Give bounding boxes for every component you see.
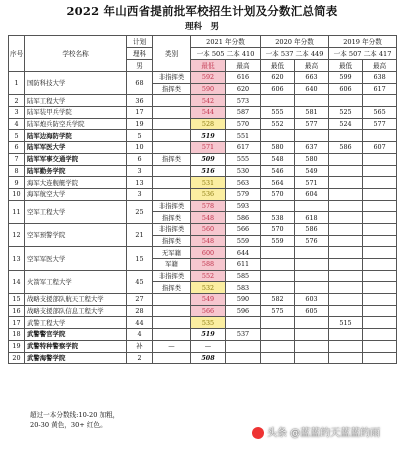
score-2019-max — [363, 329, 397, 341]
score-table — [8, 35, 397, 364]
score-2020-max: 580 — [295, 153, 329, 165]
score-2021-min: 509 — [191, 153, 226, 165]
page-title: 2022 年山西省提前批军校招生计划及分数汇总简表 — [66, 4, 338, 18]
row-number: 3 — [9, 107, 25, 119]
score-2021-max: 644 — [226, 247, 261, 259]
category-cell: 无军籍 — [153, 247, 191, 259]
school-name: 陆军军事交通学院 — [25, 153, 127, 165]
score-2020-max: 577 — [295, 118, 329, 130]
score-2019-max: 565 — [363, 107, 397, 119]
score-2019-min: 525 — [329, 107, 363, 119]
score-2019-max — [363, 188, 397, 200]
score-2020-max: 604 — [295, 188, 329, 200]
score-2019-max — [363, 340, 397, 352]
score-2020-min — [261, 352, 295, 364]
row-number: 6 — [9, 142, 25, 154]
score-2021-max: 586 — [226, 212, 261, 224]
row-number: 7 — [9, 153, 25, 165]
score-2020-min: 580 — [261, 142, 295, 154]
category-cell — [153, 294, 191, 306]
score-2020-max: 603 — [295, 294, 329, 306]
table-row — [9, 95, 397, 107]
score-2019-max: 577 — [363, 118, 397, 130]
score-2021-min: 508 — [191, 352, 226, 364]
category-cell — [153, 107, 191, 119]
score-2021-min: 535 — [191, 317, 226, 329]
header-2019-line: 一本 507 二本 417 — [329, 48, 397, 60]
table-row — [9, 340, 397, 352]
header-school: 学校名称 — [25, 36, 127, 72]
score-2020-max: 663 — [295, 72, 329, 84]
score-2019-min — [329, 305, 363, 317]
score-2020-max — [295, 130, 329, 142]
score-2019-max — [363, 153, 397, 165]
school-name: 海军航空大学 — [25, 188, 127, 200]
category-cell — [153, 165, 191, 177]
footnote — [30, 410, 119, 430]
row-number: 10 — [9, 188, 25, 200]
score-2019-min — [329, 165, 363, 177]
table-row — [9, 270, 397, 282]
score-2020-min — [261, 95, 295, 107]
score-2020-min: 620 — [261, 72, 295, 84]
score-2019-max: 607 — [363, 142, 397, 154]
score-2021-min: 528 — [191, 118, 226, 130]
score-2020-max — [295, 95, 329, 107]
score-2021-max: 573 — [226, 95, 261, 107]
table-row — [9, 317, 397, 329]
row-number: 18 — [9, 329, 25, 341]
school-name: 陆军工程大学 — [25, 95, 127, 107]
score-2021-min: 536 — [191, 188, 226, 200]
school-name: 武警警官学院 — [25, 329, 127, 341]
score-2021-min: 560 — [191, 223, 226, 235]
school-name: 陆军勤务学院 — [25, 165, 127, 177]
score-2019-min — [329, 247, 363, 259]
score-2020-min — [261, 247, 295, 259]
plan-count: 68 — [127, 72, 153, 95]
header-2020-max: 最高 — [295, 60, 329, 72]
row-number: 1 — [9, 72, 25, 95]
row-number: 2 — [9, 95, 25, 107]
score-2019-min — [329, 329, 363, 341]
score-2021-min: 532 — [191, 282, 226, 294]
header-2021: 2021 年分数 — [191, 36, 261, 48]
score-2020-min — [261, 340, 295, 352]
plan-count: 5 — [127, 130, 153, 142]
score-2019-max — [363, 282, 397, 294]
score-2021-min: 531 — [191, 177, 226, 189]
score-2020-min: 564 — [261, 177, 295, 189]
score-2021-max: 617 — [226, 142, 261, 154]
score-2019-min — [329, 282, 363, 294]
header-2020: 2020 年分数 — [261, 36, 329, 48]
score-2021-max: 559 — [226, 235, 261, 247]
category-cell: 军籍 — [153, 259, 191, 271]
table-row — [9, 294, 397, 306]
score-2019-max — [363, 212, 397, 224]
school-name: 海军大连舰艇学院 — [25, 177, 127, 189]
score-2019-min — [329, 212, 363, 224]
score-2019-min: 586 — [329, 142, 363, 154]
row-number: 4 — [9, 118, 25, 130]
header-row-1 — [9, 36, 397, 48]
score-2020-min — [261, 270, 295, 282]
score-2021-min: 600 — [191, 247, 226, 259]
school-name: 火箭军工程大学 — [25, 270, 127, 293]
header-no: 序号 — [9, 36, 25, 72]
score-2021-min: 548 — [191, 212, 226, 224]
score-2020-max — [295, 270, 329, 282]
score-2020-min: 559 — [261, 235, 295, 247]
score-2021-max: 566 — [226, 223, 261, 235]
school-name: 陆军军医大学 — [25, 142, 127, 154]
score-2021-max — [226, 317, 261, 329]
score-2019-max — [363, 305, 397, 317]
score-2020-max — [295, 352, 329, 364]
category-cell — [153, 177, 191, 189]
category-cell: 非指挥类 — [153, 200, 191, 212]
plan-count: 6 — [127, 153, 153, 165]
school-name: 武警特种警察学院 — [25, 340, 127, 352]
category-cell: 指挥类 — [153, 153, 191, 165]
table-row — [9, 153, 397, 165]
table-row — [9, 107, 397, 119]
row-number: 5 — [9, 130, 25, 142]
plan-count: 44 — [127, 317, 153, 329]
score-2019-min — [329, 153, 363, 165]
score-2019-min — [329, 259, 363, 271]
score-2019-max: 617 — [363, 83, 397, 95]
plan-count: 28 — [127, 305, 153, 317]
school-name: 空军军医大学 — [25, 247, 127, 270]
score-2020-min — [261, 329, 295, 341]
score-2020-max: 640 — [295, 83, 329, 95]
score-2020-min: 570 — [261, 223, 295, 235]
school-name: 武警海警学院 — [25, 352, 127, 364]
score-2019-max — [363, 352, 397, 364]
score-2019-max — [363, 317, 397, 329]
category-cell — [153, 188, 191, 200]
score-2021-max: 530 — [226, 165, 261, 177]
header-plan: 计划 — [127, 36, 153, 48]
table-row — [9, 165, 397, 177]
school-name: 陆军炮兵防空兵学院 — [25, 118, 127, 130]
score-2021-max: 570 — [226, 118, 261, 130]
school-name: 武警工程大学 — [25, 317, 127, 329]
score-2021-max — [226, 340, 261, 352]
school-name: 空军预警学院 — [25, 223, 127, 246]
category-cell: 指挥类 — [153, 212, 191, 224]
score-2020-max: 576 — [295, 235, 329, 247]
table-row — [9, 329, 397, 341]
score-2021-min: 549 — [191, 294, 226, 306]
header-2020-min: 最低 — [261, 60, 295, 72]
score-2021-max: 563 — [226, 177, 261, 189]
score-2019-max — [363, 177, 397, 189]
plan-count: 2 — [127, 352, 153, 364]
score-2019-min — [329, 294, 363, 306]
score-2019-max — [363, 294, 397, 306]
plan-count: 17 — [127, 107, 153, 119]
table-row — [9, 142, 397, 154]
school-name: 陆军装甲兵学院 — [25, 107, 127, 119]
score-2020-min: 582 — [261, 294, 295, 306]
score-2021-max: 620 — [226, 83, 261, 95]
score-2020-min: 552 — [261, 118, 295, 130]
score-2021-max — [226, 352, 261, 364]
plan-count: 10 — [127, 142, 153, 154]
score-2021-max: 583 — [226, 282, 261, 294]
score-2019-min — [329, 235, 363, 247]
score-2021-max: 537 — [226, 329, 261, 341]
score-2020-max: 549 — [295, 165, 329, 177]
score-2020-max — [295, 329, 329, 341]
header-2021-max: 最高 — [226, 60, 261, 72]
footnote-line-2: 20-30 黄色，30+ 红色。 — [30, 421, 107, 429]
school-name: 陆军边海防学院 — [25, 130, 127, 142]
header-2019-max: 最高 — [363, 60, 397, 72]
plan-count: 25 — [127, 200, 153, 223]
score-2019-max — [363, 130, 397, 142]
row-number: 9 — [9, 177, 25, 189]
category-cell: — — [153, 340, 191, 352]
category-cell: 非指挥类 — [153, 270, 191, 282]
school-name: 空军工程大学 — [25, 200, 127, 223]
score-2019-max — [363, 247, 397, 259]
score-2019-min — [329, 200, 363, 212]
score-2019-min — [329, 352, 363, 364]
score-2020-min: 575 — [261, 305, 295, 317]
table-row — [9, 118, 397, 130]
score-2019-min: 524 — [329, 118, 363, 130]
category-cell: 非指挥类 — [153, 223, 191, 235]
category-cell — [153, 329, 191, 341]
score-2020-max: 571 — [295, 177, 329, 189]
score-2021-min: 590 — [191, 83, 226, 95]
row-number: 12 — [9, 223, 25, 246]
row-number: 11 — [9, 200, 25, 223]
score-2020-max — [295, 259, 329, 271]
score-2019-min — [329, 270, 363, 282]
plan-count: 36 — [127, 95, 153, 107]
school-name: 国防科技大学 — [25, 72, 127, 95]
row-number: 13 — [9, 247, 25, 270]
category-cell — [153, 305, 191, 317]
score-2020-min — [261, 130, 295, 142]
score-2019-max — [363, 95, 397, 107]
header-2020-line: 一本 537 二本 449 — [261, 48, 329, 60]
plan-count: 21 — [127, 223, 153, 246]
score-2021-max: 616 — [226, 72, 261, 84]
score-2019-max — [363, 259, 397, 271]
header-2019-min: 最低 — [329, 60, 363, 72]
score-2020-min — [261, 200, 295, 212]
category-cell — [153, 130, 191, 142]
row-number: 15 — [9, 294, 25, 306]
score-2019-min — [329, 188, 363, 200]
row-number: 8 — [9, 165, 25, 177]
score-2021-max: 555 — [226, 153, 261, 165]
score-2019-max — [363, 223, 397, 235]
toutiao-logo-icon — [252, 427, 264, 439]
category-cell — [153, 118, 191, 130]
score-2020-max — [295, 247, 329, 259]
table-row — [9, 188, 397, 200]
score-2019-max — [363, 235, 397, 247]
row-number: 19 — [9, 340, 25, 352]
score-2021-min: 548 — [191, 235, 226, 247]
score-2020-max: 637 — [295, 142, 329, 154]
score-2020-min: 548 — [261, 153, 295, 165]
score-2020-max — [295, 317, 329, 329]
score-2020-min: 606 — [261, 83, 295, 95]
score-2019-max: 638 — [363, 72, 397, 84]
score-2020-min: 538 — [261, 212, 295, 224]
score-2020-min: 555 — [261, 107, 295, 119]
plan-count: 19 — [127, 118, 153, 130]
category-cell: 指挥类 — [153, 282, 191, 294]
score-2020-max — [295, 282, 329, 294]
score-2021-min: 552 — [191, 270, 226, 282]
score-2021-max: 579 — [226, 188, 261, 200]
score-2020-max: 618 — [295, 212, 329, 224]
plan-count: 3 — [127, 165, 153, 177]
score-2020-min: 546 — [261, 165, 295, 177]
category-cell: 指挥类 — [153, 83, 191, 95]
plan-count: 13 — [127, 177, 153, 189]
score-2021-min: 571 — [191, 142, 226, 154]
score-2019-max — [363, 165, 397, 177]
plan-count: 27 — [127, 294, 153, 306]
plan-count: 15 — [127, 247, 153, 270]
category-cell: 非指挥类 — [153, 72, 191, 84]
score-2021-min: 516 — [191, 165, 226, 177]
score-2021-min: 519 — [191, 329, 226, 341]
row-number: 20 — [9, 352, 25, 364]
score-2021-min: 542 — [191, 95, 226, 107]
row-number: 17 — [9, 317, 25, 329]
plan-count: 45 — [127, 270, 153, 293]
row-number: 14 — [9, 270, 25, 293]
score-2021-min: — — [191, 340, 226, 352]
score-2019-min: 515 — [329, 317, 363, 329]
score-2019-min — [329, 95, 363, 107]
score-2019-min: 606 — [329, 83, 363, 95]
page-subtitle: 理科 男 — [184, 22, 219, 32]
watermark-text: 头条 @蓝蓝的天蓝蓝的雨 — [267, 428, 381, 439]
score-2021-max: 611 — [226, 259, 261, 271]
category-cell — [153, 95, 191, 107]
category-cell — [153, 317, 191, 329]
school-name: 战略支援部队信息工程大学 — [25, 305, 127, 317]
table-row — [9, 352, 397, 364]
header-2019: 2019 年分数 — [329, 36, 397, 48]
header-category: 类别 — [153, 36, 191, 72]
plan-count: 补 — [127, 340, 153, 352]
score-2019-min — [329, 130, 363, 142]
plan-count: 4 — [127, 329, 153, 341]
score-2019-min: 599 — [329, 72, 363, 84]
table-row — [9, 305, 397, 317]
score-2021-min: 566 — [191, 305, 226, 317]
table-row — [9, 72, 397, 84]
table-row — [9, 200, 397, 212]
score-2021-max: 587 — [226, 107, 261, 119]
watermark — [252, 424, 380, 439]
table-row — [9, 177, 397, 189]
score-2021-max: 596 — [226, 305, 261, 317]
score-2021-min: 519 — [191, 130, 226, 142]
score-2019-min — [329, 223, 363, 235]
score-2021-max: 593 — [226, 200, 261, 212]
score-2020-max — [295, 340, 329, 352]
header-plan-sub1: 理科 — [127, 48, 153, 60]
score-2020-min — [261, 317, 295, 329]
header-plan-sub2: 男 — [127, 60, 153, 72]
score-2019-max — [363, 200, 397, 212]
score-2021-max: 551 — [226, 130, 261, 142]
category-cell — [153, 352, 191, 364]
score-2021-min: 588 — [191, 259, 226, 271]
table-row — [9, 247, 397, 259]
school-name: 战略支援部队航天工程大学 — [25, 294, 127, 306]
score-2020-min — [261, 282, 295, 294]
score-2021-min: 544 — [191, 107, 226, 119]
score-2020-max — [295, 200, 329, 212]
score-2019-min — [329, 177, 363, 189]
footnote-line-1: 超过一本分数线:10-20 加粗， — [30, 411, 120, 419]
header-2021-min: 最低 — [191, 60, 226, 72]
category-cell — [153, 142, 191, 154]
score-2020-max: 605 — [295, 305, 329, 317]
category-cell: 指挥类 — [153, 235, 191, 247]
header-2021-line: 一本 505 二本 410 — [191, 48, 261, 60]
table-row — [9, 130, 397, 142]
score-2019-min — [329, 340, 363, 352]
row-number: 16 — [9, 305, 25, 317]
score-2020-max: 586 — [295, 223, 329, 235]
score-2019-max — [363, 270, 397, 282]
score-2020-min: 570 — [261, 188, 295, 200]
plan-count: 3 — [127, 188, 153, 200]
score-2021-max: 585 — [226, 270, 261, 282]
table-row — [9, 223, 397, 235]
score-2020-min — [261, 259, 295, 271]
score-2021-min: 592 — [191, 72, 226, 84]
score-2020-max: 581 — [295, 107, 329, 119]
score-2021-min: 578 — [191, 200, 226, 212]
score-2021-max: 590 — [226, 294, 261, 306]
